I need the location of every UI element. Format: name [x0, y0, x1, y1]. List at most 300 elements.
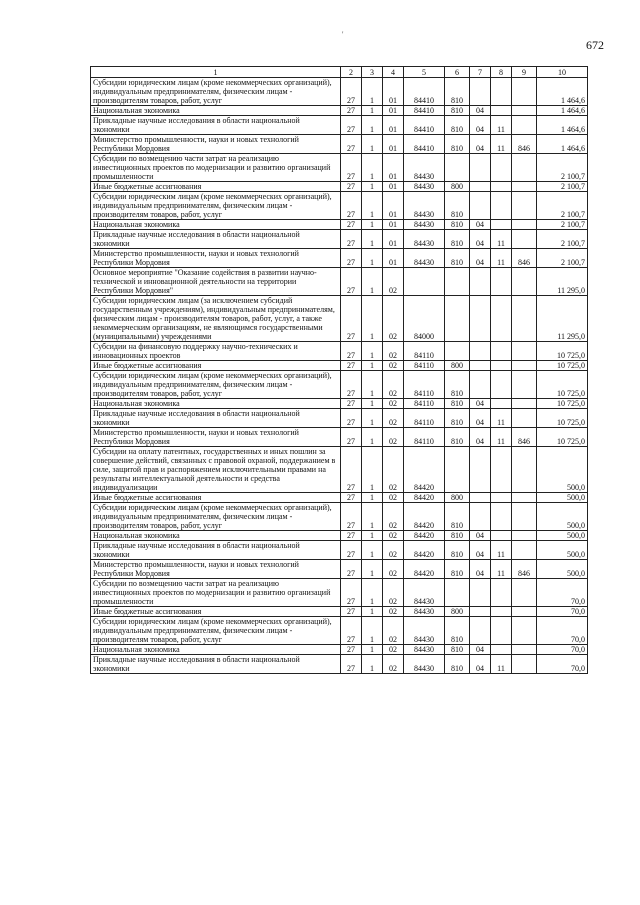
expense-type-cell [445, 154, 470, 182]
section-code-cell: 27 [341, 361, 362, 371]
ministry-code-cell: 846 [512, 249, 537, 268]
event-code-cell: 02 [383, 399, 404, 409]
amount-cell: 10 725,0 [537, 361, 588, 371]
table-row [91, 503, 588, 531]
ministry-code-cell [512, 192, 537, 220]
amount-cell: 500,0 [537, 447, 588, 493]
expense-type-cell: 800 [445, 361, 470, 371]
amount-cell: 500,0 [537, 531, 588, 541]
ministry-code-cell [512, 493, 537, 503]
chapter-cell: 04 [470, 135, 491, 154]
chapter-cell: 04 [470, 428, 491, 447]
section-code-cell: 27 [341, 220, 362, 230]
column-header: 10 [537, 67, 588, 78]
amount-cell: 70,0 [537, 645, 588, 655]
chapter-cell [470, 617, 491, 645]
event-code-cell: 02 [383, 617, 404, 645]
expense-type-cell: 810 [445, 371, 470, 399]
row-name-cell: Прикладные научные исследования в области национальной экономики [91, 409, 341, 428]
chapter-cell: 04 [470, 645, 491, 655]
row-name-cell: Прикладные научные исследования в области национальной экономики [91, 541, 341, 560]
table-row [91, 645, 588, 655]
ministry-code-cell [512, 78, 537, 106]
row-name-cell: Иные бюджетные ассигнования [91, 493, 341, 503]
direction-code-cell: 84430 [404, 230, 445, 249]
chapter-cell: 04 [470, 531, 491, 541]
table-row [91, 409, 588, 428]
subsection-cell [491, 645, 512, 655]
section-code-cell: 27 [341, 106, 362, 116]
direction-code-cell: 84410 [404, 106, 445, 116]
table-row [91, 579, 588, 607]
chapter-cell [470, 493, 491, 503]
section-code-cell: 27 [341, 607, 362, 617]
column-header: 5 [404, 67, 445, 78]
event-code-cell: 01 [383, 220, 404, 230]
table-row [91, 268, 588, 296]
subprogram-code-cell: 1 [362, 78, 383, 106]
subsection-cell [491, 607, 512, 617]
event-code-cell: 02 [383, 371, 404, 399]
section-code-cell: 27 [341, 655, 362, 674]
subprogram-code-cell: 1 [362, 106, 383, 116]
table-row [91, 230, 588, 249]
direction-code-cell: 84430 [404, 645, 445, 655]
table-row [91, 220, 588, 230]
subprogram-code-cell: 1 [362, 645, 383, 655]
amount-cell: 500,0 [537, 541, 588, 560]
stray-mark: ' [342, 30, 344, 39]
event-code-cell: 01 [383, 135, 404, 154]
subprogram-code-cell: 1 [362, 560, 383, 579]
expense-type-cell: 810 [445, 541, 470, 560]
subprogram-code-cell: 1 [362, 541, 383, 560]
column-header: 2 [341, 67, 362, 78]
section-code-cell: 27 [341, 399, 362, 409]
table-body [91, 78, 588, 674]
subprogram-code-cell: 1 [362, 116, 383, 135]
event-code-cell: 02 [383, 447, 404, 493]
section-code-cell: 27 [341, 78, 362, 106]
ministry-code-cell [512, 447, 537, 493]
ministry-code-cell [512, 342, 537, 361]
subprogram-code-cell: 1 [362, 655, 383, 674]
subsection-cell [491, 342, 512, 361]
chapter-cell [470, 607, 491, 617]
subprogram-code-cell: 1 [362, 342, 383, 361]
table-row [91, 78, 588, 106]
section-code-cell: 27 [341, 503, 362, 531]
direction-code-cell: 84410 [404, 116, 445, 135]
row-name-cell: Прикладные научные исследования в области национальной экономики [91, 230, 341, 249]
event-code-cell: 02 [383, 503, 404, 531]
expense-type-cell: 800 [445, 182, 470, 192]
row-name-cell: Субсидии юридическим лицам (кроме некоммерческих организаций), индивидуальным предпринимателям, физическим лицам - производителям товаров, работ, услуг [91, 617, 341, 645]
table-row [91, 607, 588, 617]
ministry-code-cell: 846 [512, 560, 537, 579]
ministry-code-cell [512, 154, 537, 182]
row-name-cell: Субсидии юридическим лицам (кроме некоммерческих организаций), индивидуальным предпринимателям, физическим лицам - производителям товаров, работ, услуг [91, 371, 341, 399]
amount-cell: 10 725,0 [537, 409, 588, 428]
chapter-cell: 04 [470, 220, 491, 230]
section-code-cell: 27 [341, 428, 362, 447]
subsection-cell [491, 182, 512, 192]
expense-type-cell [445, 579, 470, 607]
subsection-cell [491, 361, 512, 371]
direction-code-cell: 84430 [404, 249, 445, 268]
subsection-cell: 11 [491, 116, 512, 135]
table-row [91, 399, 588, 409]
section-code-cell: 27 [341, 447, 362, 493]
section-code-cell: 27 [341, 296, 362, 342]
amount-cell: 2 100,7 [537, 230, 588, 249]
amount-cell: 2 100,7 [537, 182, 588, 192]
direction-code-cell: 84000 [404, 296, 445, 342]
subprogram-code-cell: 1 [362, 399, 383, 409]
row-name-cell: Субсидии юридическим лицам (кроме некоммерческих организаций), индивидуальным предпринимателям, физическим лицам - производителям товаров, работ, услуг [91, 503, 341, 531]
expense-type-cell [445, 447, 470, 493]
event-code-cell: 01 [383, 106, 404, 116]
event-code-cell: 02 [383, 268, 404, 296]
chapter-cell [470, 78, 491, 106]
amount-cell: 2 100,7 [537, 249, 588, 268]
subsection-cell: 11 [491, 560, 512, 579]
chapter-cell [470, 154, 491, 182]
table-row [91, 135, 588, 154]
subprogram-code-cell: 1 [362, 447, 383, 493]
section-code-cell: 27 [341, 560, 362, 579]
chapter-cell [470, 192, 491, 220]
subsection-cell: 11 [491, 428, 512, 447]
row-name-cell: Прикладные научные исследования в области национальной экономики [91, 116, 341, 135]
amount-cell: 11 295,0 [537, 268, 588, 296]
chapter-cell: 04 [470, 409, 491, 428]
section-code-cell: 27 [341, 154, 362, 182]
amount-cell: 10 725,0 [537, 371, 588, 399]
chapter-cell: 04 [470, 541, 491, 560]
row-name-cell: Иные бюджетные ассигнования [91, 607, 341, 617]
subprogram-code-cell: 1 [362, 503, 383, 531]
ministry-code-cell [512, 579, 537, 607]
table-row [91, 560, 588, 579]
section-code-cell: 27 [341, 135, 362, 154]
section-code-cell: 27 [341, 268, 362, 296]
amount-cell: 1 464,6 [537, 116, 588, 135]
direction-code-cell: 84430 [404, 607, 445, 617]
direction-code-cell: 84110 [404, 399, 445, 409]
ministry-code-cell [512, 541, 537, 560]
expense-type-cell: 810 [445, 192, 470, 220]
row-name-cell: Прикладные научные исследования в области национальной экономики [91, 655, 341, 674]
ministry-code-cell [512, 296, 537, 342]
expense-type-cell: 810 [445, 220, 470, 230]
ministry-code-cell: 846 [512, 428, 537, 447]
subprogram-code-cell: 1 [362, 607, 383, 617]
expense-type-cell: 810 [445, 428, 470, 447]
ministry-code-cell [512, 531, 537, 541]
direction-code-cell: 84430 [404, 617, 445, 645]
direction-code-cell [404, 268, 445, 296]
subsection-cell [491, 78, 512, 106]
subprogram-code-cell: 1 [362, 371, 383, 399]
chapter-cell [470, 447, 491, 493]
amount-cell: 2 100,7 [537, 154, 588, 182]
section-code-cell: 27 [341, 541, 362, 560]
event-code-cell: 01 [383, 154, 404, 182]
chapter-cell: 04 [470, 399, 491, 409]
subsection-cell [491, 493, 512, 503]
column-header: 3 [362, 67, 383, 78]
chapter-cell: 04 [470, 249, 491, 268]
expense-type-cell: 810 [445, 78, 470, 106]
amount-cell: 70,0 [537, 617, 588, 645]
budget-table [90, 66, 588, 674]
ministry-code-cell [512, 116, 537, 135]
amount-cell: 11 295,0 [537, 296, 588, 342]
subsection-cell [491, 296, 512, 342]
subsection-cell: 11 [491, 541, 512, 560]
subsection-cell [491, 268, 512, 296]
expense-type-cell: 810 [445, 409, 470, 428]
row-name-cell: Министерство промышленности, науки и новых технологий Республики Мордовия [91, 135, 341, 154]
section-code-cell: 27 [341, 230, 362, 249]
table-row [91, 447, 588, 493]
chapter-cell: 04 [470, 106, 491, 116]
row-name-cell: Субсидии по возмещению части затрат на реализацию инвестиционных проектов по модернизации и развитию организаций промышленности [91, 154, 341, 182]
event-code-cell: 01 [383, 116, 404, 135]
direction-code-cell: 84430 [404, 655, 445, 674]
event-code-cell: 01 [383, 78, 404, 106]
amount-cell: 1 464,6 [537, 106, 588, 116]
row-name-cell: Субсидии юридическим лицам (кроме некоммерческих организаций), индивидуальным предпринимателям, физическим лицам - производителям товаров, работ, услуг [91, 192, 341, 220]
expense-type-cell: 800 [445, 493, 470, 503]
table-row [91, 154, 588, 182]
subsection-cell [491, 579, 512, 607]
section-code-cell: 27 [341, 371, 362, 399]
expense-type-cell: 810 [445, 106, 470, 116]
amount-cell: 10 725,0 [537, 428, 588, 447]
expense-type-cell: 800 [445, 607, 470, 617]
table-row [91, 182, 588, 192]
column-header: 1 [91, 67, 341, 78]
subprogram-code-cell: 1 [362, 296, 383, 342]
section-code-cell: 27 [341, 342, 362, 361]
column-header: 4 [383, 67, 404, 78]
subprogram-code-cell: 1 [362, 579, 383, 607]
ministry-code-cell [512, 399, 537, 409]
event-code-cell: 02 [383, 655, 404, 674]
table-row [91, 371, 588, 399]
expense-type-cell: 810 [445, 230, 470, 249]
ministry-code-cell [512, 106, 537, 116]
ministry-code-cell [512, 230, 537, 249]
ministry-code-cell [512, 182, 537, 192]
row-name-cell: Субсидии юридическим лицам (за исключением субсидий государственным учреждениям), индивидуальным предпринимателям, физическим лицам - производителям товаров, работ, услуг, а также некоммерческим организациям, не являющимся государственными (муниципальными) учреждениями [91, 296, 341, 342]
event-code-cell: 02 [383, 493, 404, 503]
amount-cell: 70,0 [537, 607, 588, 617]
subsection-cell [491, 503, 512, 531]
subprogram-code-cell: 1 [362, 220, 383, 230]
amount-cell: 500,0 [537, 503, 588, 531]
row-name-cell: Субсидии на оплату патентных, государственных и иных пошлин за совершение действий, связанных с правовой охраной, поддержанием в силе, защитой прав и распоряжением исключительными правами на результаты интеллектуальной деятельности и средства индивидуализации [91, 447, 341, 493]
column-header: 9 [512, 67, 537, 78]
subsection-cell [491, 447, 512, 493]
event-code-cell: 02 [383, 645, 404, 655]
expense-type-cell: 810 [445, 135, 470, 154]
row-name-cell: Министерство промышленности, науки и новых технологий Республики Мордовия [91, 249, 341, 268]
amount-cell: 10 725,0 [537, 399, 588, 409]
subsection-cell: 11 [491, 409, 512, 428]
chapter-cell: 04 [470, 230, 491, 249]
event-code-cell: 02 [383, 361, 404, 371]
row-name-cell: Иные бюджетные ассигнования [91, 361, 341, 371]
row-name-cell: Министерство промышленности, науки и новых технологий Республики Мордовия [91, 428, 341, 447]
row-name-cell: Национальная экономика [91, 220, 341, 230]
section-code-cell: 27 [341, 531, 362, 541]
expense-type-cell [445, 342, 470, 361]
amount-cell: 70,0 [537, 579, 588, 607]
table-row [91, 531, 588, 541]
section-code-cell: 27 [341, 409, 362, 428]
row-name-cell: Субсидии на финансовую поддержку научно-технических и инновационных проектов [91, 342, 341, 361]
event-code-cell: 01 [383, 192, 404, 220]
subprogram-code-cell: 1 [362, 192, 383, 220]
ministry-code-cell [512, 361, 537, 371]
event-code-cell: 02 [383, 560, 404, 579]
subprogram-code-cell: 1 [362, 428, 383, 447]
direction-code-cell: 84430 [404, 579, 445, 607]
expense-type-cell: 810 [445, 249, 470, 268]
amount-cell: 500,0 [537, 493, 588, 503]
direction-code-cell: 84110 [404, 342, 445, 361]
section-code-cell: 27 [341, 645, 362, 655]
direction-code-cell: 84430 [404, 220, 445, 230]
row-name-cell: Национальная экономика [91, 106, 341, 116]
table-header-row [91, 67, 588, 78]
subsection-cell [491, 106, 512, 116]
expense-type-cell: 810 [445, 399, 470, 409]
expense-type-cell: 810 [445, 531, 470, 541]
column-header: 6 [445, 67, 470, 78]
expense-type-cell [445, 296, 470, 342]
section-code-cell: 27 [341, 579, 362, 607]
event-code-cell: 02 [383, 342, 404, 361]
direction-code-cell: 84420 [404, 503, 445, 531]
page-number: 672 [586, 38, 604, 52]
ministry-code-cell [512, 645, 537, 655]
ministry-code-cell [512, 371, 537, 399]
table-row [91, 296, 588, 342]
subsection-cell [491, 531, 512, 541]
chapter-cell: 04 [470, 116, 491, 135]
row-name-cell: Министерство промышленности, науки и новых технологий Республики Мордовия [91, 560, 341, 579]
event-code-cell: 02 [383, 607, 404, 617]
event-code-cell: 02 [383, 579, 404, 607]
event-code-cell: 01 [383, 182, 404, 192]
section-code-cell: 27 [341, 192, 362, 220]
chapter-cell [470, 342, 491, 361]
direction-code-cell: 84420 [404, 541, 445, 560]
direction-code-cell: 84420 [404, 493, 445, 503]
table-row [91, 106, 588, 116]
section-code-cell: 27 [341, 116, 362, 135]
table-row [91, 116, 588, 135]
direction-code-cell: 84110 [404, 428, 445, 447]
subprogram-code-cell: 1 [362, 361, 383, 371]
direction-code-cell: 84430 [404, 182, 445, 192]
subprogram-code-cell: 1 [362, 493, 383, 503]
direction-code-cell: 84410 [404, 135, 445, 154]
ministry-code-cell [512, 268, 537, 296]
subprogram-code-cell: 1 [362, 182, 383, 192]
subsection-cell [491, 192, 512, 220]
subsection-cell: 11 [491, 655, 512, 674]
row-name-cell: Субсидии юридическим лицам (кроме некоммерческих организаций), индивидуальным предпринимателям, физическим лицам - производителям товаров, работ, услуг [91, 78, 341, 106]
table-row [91, 493, 588, 503]
ministry-code-cell [512, 503, 537, 531]
table-row [91, 617, 588, 645]
expense-type-cell: 810 [445, 645, 470, 655]
direction-code-cell: 84420 [404, 447, 445, 493]
row-name-cell: Основное мероприятие "Оказание содействия в развитии научно-технической и инновационной деятельности на территории Республики Мордовия" [91, 268, 341, 296]
amount-cell: 1 464,6 [537, 78, 588, 106]
chapter-cell [470, 361, 491, 371]
direction-code-cell: 84110 [404, 409, 445, 428]
event-code-cell: 02 [383, 531, 404, 541]
amount-cell: 70,0 [537, 655, 588, 674]
expense-type-cell: 810 [445, 503, 470, 531]
expense-type-cell: 810 [445, 116, 470, 135]
expense-type-cell: 810 [445, 560, 470, 579]
row-name-cell: Иные бюджетные ассигнования [91, 182, 341, 192]
subprogram-code-cell: 1 [362, 154, 383, 182]
amount-cell: 2 100,7 [537, 220, 588, 230]
event-code-cell: 02 [383, 409, 404, 428]
subprogram-code-cell: 1 [362, 617, 383, 645]
event-code-cell: 01 [383, 249, 404, 268]
direction-code-cell: 84430 [404, 192, 445, 220]
direction-code-cell: 84420 [404, 560, 445, 579]
event-code-cell: 02 [383, 428, 404, 447]
amount-cell: 500,0 [537, 560, 588, 579]
event-code-cell: 02 [383, 296, 404, 342]
chapter-cell: 04 [470, 560, 491, 579]
column-header: 7 [470, 67, 491, 78]
amount-cell: 2 100,7 [537, 192, 588, 220]
section-code-cell: 27 [341, 182, 362, 192]
expense-type-cell [445, 268, 470, 296]
chapter-cell: 04 [470, 655, 491, 674]
ministry-code-cell: 846 [512, 135, 537, 154]
subsection-cell [491, 371, 512, 399]
direction-code-cell: 84410 [404, 78, 445, 106]
subsection-cell: 11 [491, 230, 512, 249]
ministry-code-cell [512, 617, 537, 645]
subsection-cell [491, 399, 512, 409]
amount-cell: 10 725,0 [537, 342, 588, 361]
table-row [91, 428, 588, 447]
subsection-cell [491, 617, 512, 645]
table-row [91, 655, 588, 674]
section-code-cell: 27 [341, 249, 362, 268]
subprogram-code-cell: 1 [362, 230, 383, 249]
ministry-code-cell [512, 607, 537, 617]
direction-code-cell: 84110 [404, 371, 445, 399]
subprogram-code-cell: 1 [362, 268, 383, 296]
subprogram-code-cell: 1 [362, 409, 383, 428]
subsection-cell [491, 154, 512, 182]
table-row [91, 249, 588, 268]
